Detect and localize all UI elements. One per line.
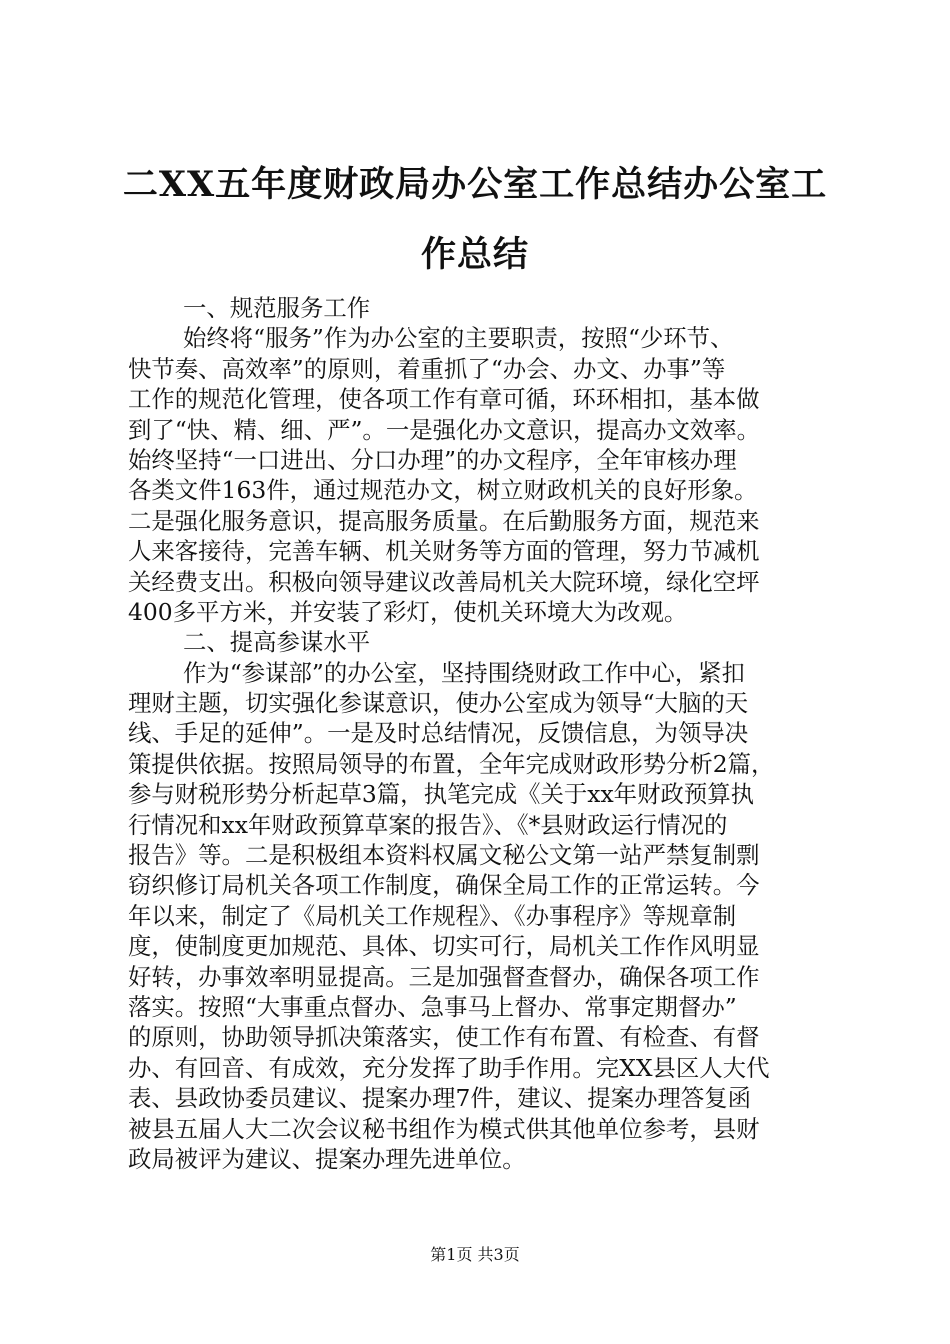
document-title (0, 150, 950, 290)
paragraph-line: 到了“快、精、细、严”。一是强化办文意识，提高办文效率。 (128, 415, 761, 444)
paragraph-line: 线、手足的延伸”。一是及时总结情况，反馈信息，为领导决 (128, 719, 749, 748)
paragraph-line: 行情况和xx年财政预算草案的报告》、《*县财政运行情况的 (128, 810, 728, 839)
paragraph-line: 参与财税形势分析起草3篇，执笔完成《关于xx年财政预算执 (128, 780, 755, 809)
paragraph-line: 策提供依据。按照局领导的布置，全年完成财政形势分析2篇， (128, 749, 775, 778)
document-body (128, 293, 828, 1174)
paragraph-line: 快节奏、高效率”的原则，着重抓了“办会、办文、办事”等 (128, 354, 726, 383)
title-line-1: 二XX五年度财政局办公室工作总结办公室工 (122, 164, 828, 205)
paragraph-line: 始终将“服务”作为办公室的主要职责，按照“少环节、 (183, 324, 734, 353)
title-line-2: 作总结 (420, 234, 529, 275)
paragraph-line: 400多平方米，并安装了彩灯，使机关环境大为改观。 (128, 597, 688, 626)
paragraph-line: 被县五届人大二次会议秘书组作为模式供其他单位参考，县财 (128, 1114, 760, 1143)
paragraph-line: 窃织修订局机关各项工作制度，确保全局工作的正常运转。今 (128, 871, 760, 900)
paragraph-line: 理财主题，切实强化参谋意识，使办公室成为领导“大脑的天 (128, 689, 749, 718)
paragraph-line: 关经费支出。积极向领导建议改善局机关大院环境，绿化空坪 (128, 567, 760, 596)
paragraph-line: 始终坚持“一口进出、分口办理”的办文程序，全年审核办理 (128, 445, 737, 474)
paragraph-line: 落实。按照“大事重点督办、急事马上督办、常事定期督办” (128, 992, 737, 1021)
paragraph-line: 人来客接待，完善车辆、机关财务等方面的管理，努力节减机 (128, 537, 760, 566)
paragraph-line: 年以来，制定了《局机关工作规程》、《办事程序》等规章制 (128, 901, 737, 930)
page-footer: 第1页 共3页 (430, 1245, 520, 1264)
paragraph-line: 报告》等。二是积极组本资料权属文秘公文第一站严禁复制剽 (128, 841, 760, 870)
paragraph-line: 表、县政协委员建议、提案办理7件，建议、提案办理答复函 (128, 1084, 752, 1113)
paragraph-line: 工作的规范化管理，使各项工作有章可循，环环相扣，基本做 (128, 385, 760, 414)
paragraph-line: 政局被评为建议、提案办理先进单位。 (128, 1144, 526, 1173)
section-heading: 二、提高参谋水平 (183, 628, 371, 657)
paragraph-line: 二是强化服务意识，提高服务质量。在后勤服务方面，规范来 (128, 506, 760, 535)
paragraph-line: 作为“参谋部”的办公室，坚持围绕财政工作中心，紧扣 (183, 658, 745, 687)
paragraph-line: 的原则，协助领导抓决策落实，使工作有布置、有检查、有督 (128, 1023, 760, 1052)
paragraph-line: 好转，办事效率明显提高。三是加强督查督办，确保各项工作 (128, 962, 760, 991)
section-heading: 一、规范服务工作 (183, 294, 371, 322)
paragraph-line: 度，使制度更加规范、具体、切实可行，局机关工作作风明显 (128, 932, 760, 961)
paragraph-line: 办、有回音、有成效，充分发挥了助手作用。完XX县区人大代 (128, 1053, 770, 1082)
paragraph-line: 各类文件163件，通过规范办文，树立财政机关的良好形象。 (128, 476, 758, 505)
